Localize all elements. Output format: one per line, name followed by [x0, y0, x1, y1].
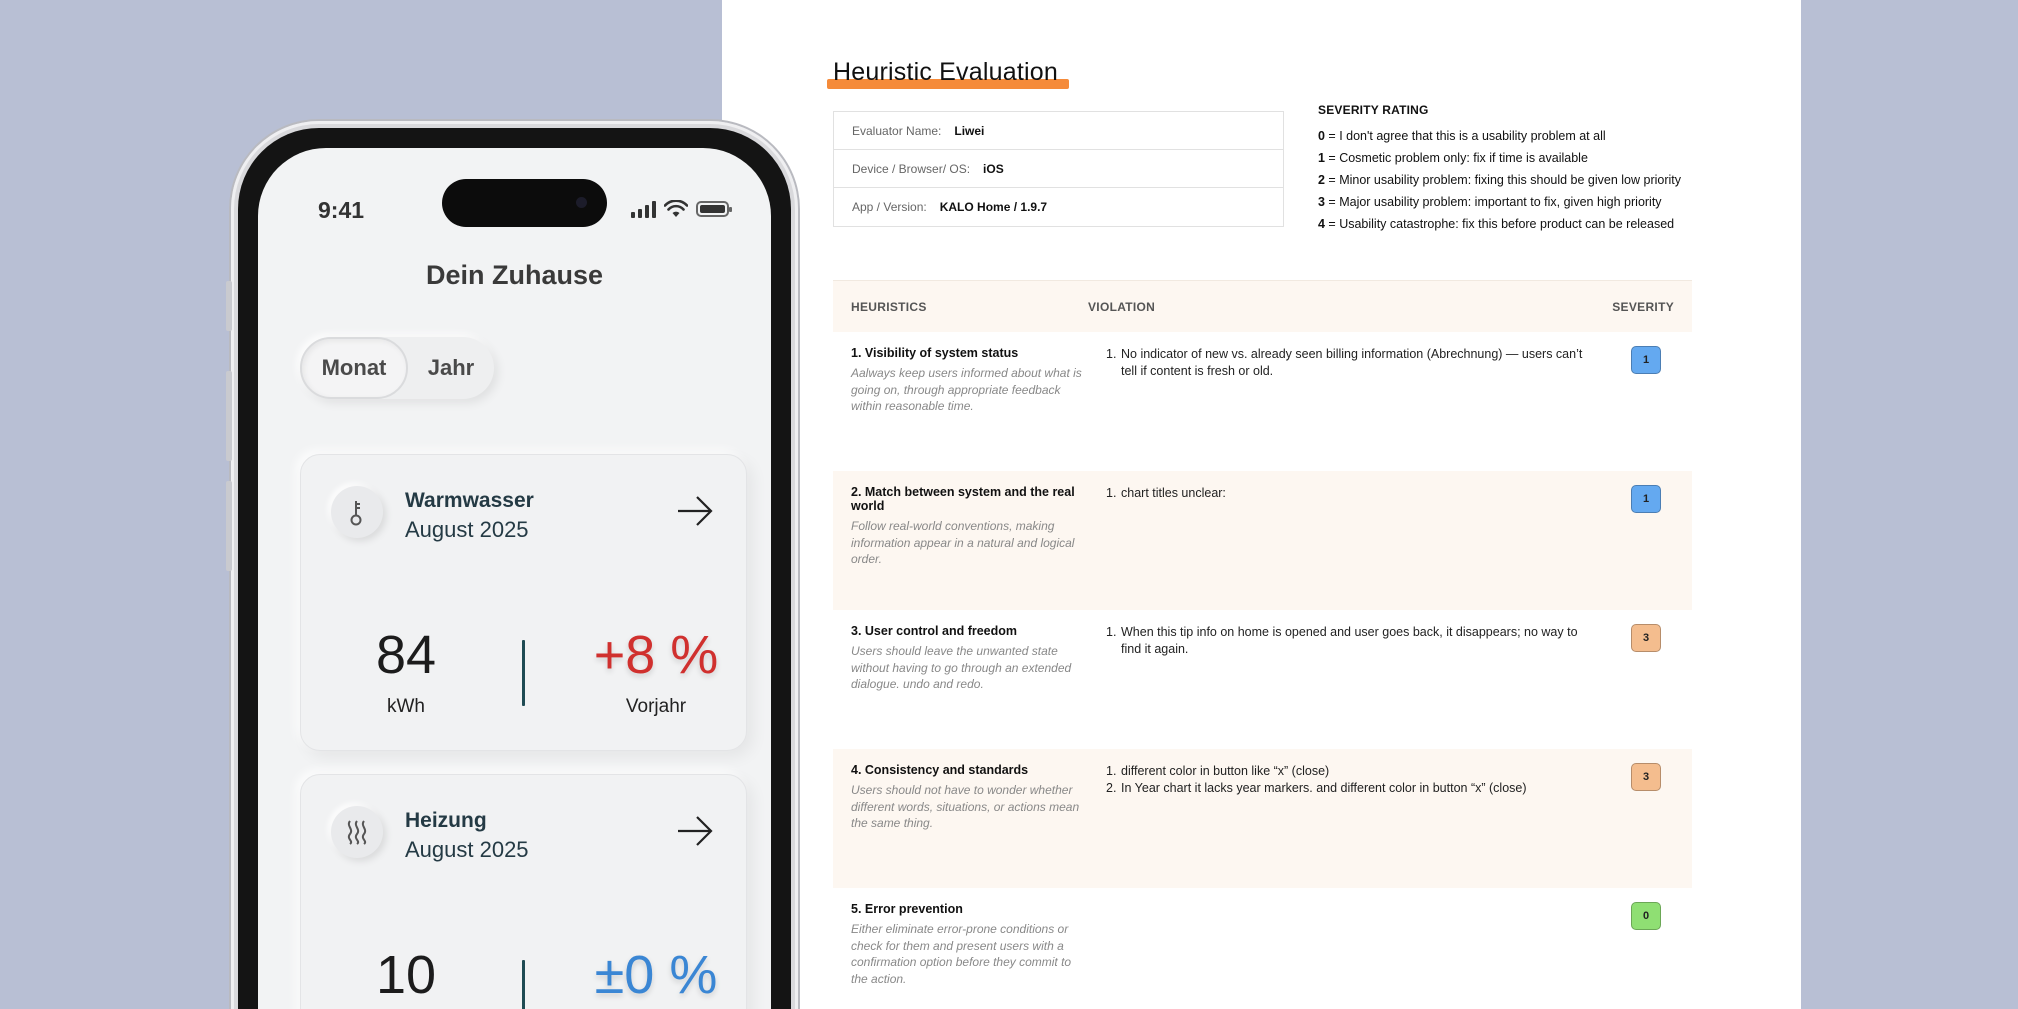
severity-badge: 0: [1631, 902, 1661, 930]
heuristic-title: 4. Consistency and standards: [851, 763, 1029, 777]
violation-item: 1. different color in button like “x” (close): [1106, 764, 1330, 778]
card-divider: [522, 960, 525, 1009]
arrow-right-icon[interactable]: [676, 815, 714, 847]
heuristic-cell: [851, 624, 1087, 693]
column-header-violation: VIOLATION: [1088, 299, 1156, 314]
cellular-signal-icon: [631, 201, 656, 218]
wifi-icon: [664, 200, 688, 218]
heuristic-evaluation-document: [722, 0, 1801, 1009]
severity-level-1: 1 = Cosmetic problem only: fix if time is available: [1318, 151, 1588, 165]
change-percentage: +8 %: [593, 625, 719, 685]
severity-badge: 1: [1631, 485, 1661, 513]
heuristic-cell: [851, 346, 1087, 415]
card-period: August 2025: [405, 837, 529, 862]
period-segmented-control: [300, 337, 494, 399]
heuristic-description: Follow real-world conventions, making information appear in a natural and logical order.: [851, 519, 1075, 566]
consumption-value: 84: [375, 625, 437, 685]
heuristic-title: 2. Match between system and the real world: [851, 485, 1075, 513]
screen-title: Dein Zuhause: [425, 260, 604, 290]
card-warmwasser[interactable]: [300, 454, 747, 751]
phone-bezel: [238, 128, 791, 1009]
table-row: [833, 332, 1692, 471]
arrow-right-icon[interactable]: [676, 495, 714, 527]
card-title: Heizung: [405, 809, 487, 832]
severity-badge: 3: [1631, 763, 1661, 791]
heuristics-table: [833, 280, 1692, 1009]
card-heizung[interactable]: [300, 774, 747, 1009]
column-header-severity: SEVERITY: [1612, 299, 1674, 314]
heuristic-description: Users should not have to wonder whether different words, situations, or actions mean the same thing.: [851, 783, 1080, 830]
heuristic-cell: [851, 485, 1087, 568]
heuristic-title: 3. User control and freedom: [851, 624, 1018, 638]
evaluator-info-box: [833, 111, 1284, 227]
severity-level-2: 2 = Minor usability problem: fixing this should be given low priority: [1318, 173, 1682, 187]
info-row-evaluator: [834, 112, 1283, 150]
card-divider: [522, 640, 525, 706]
violation-item: 2. In Year chart it lacks year markers. and different color in button “x” (close): [1106, 781, 1527, 795]
heuristic-cell: [851, 763, 1087, 832]
heuristic-title: 5. Error prevention: [851, 902, 963, 916]
severity-rating-title: SEVERITY RATING: [1318, 103, 1429, 117]
card-title: Warmwasser: [405, 489, 534, 512]
info-row-app-version: [834, 188, 1283, 226]
info-label: Device / Browser/ OS:: [852, 161, 971, 176]
heat-waves-icon: [331, 806, 383, 858]
heuristic-cell: [851, 902, 1087, 987]
segment-year[interactable]: Jahr: [427, 355, 475, 380]
info-value: iOS: [983, 161, 1004, 176]
violation-item: 1. No indicator of new vs. already seen billing information (Abrechnung) — users can’t tell if content is fresh or old.: [1106, 347, 1583, 378]
info-value: KALO Home / 1.9.7: [939, 200, 1048, 214]
column-header-heuristics: HEURISTICS: [851, 299, 927, 314]
violation-cell: [1106, 763, 1586, 797]
table-row: [833, 471, 1692, 610]
info-row-device: [834, 150, 1283, 188]
info-value: Liwei: [954, 123, 985, 138]
dynamic-island: [442, 179, 607, 227]
phone-side-button: [226, 281, 232, 331]
card-period: August 2025: [405, 517, 529, 542]
status-bar-time: 9:41: [318, 197, 365, 223]
table-body: [833, 332, 1692, 1009]
severity-badge: 3: [1631, 624, 1661, 652]
phone-volume-up-button: [226, 371, 232, 461]
camera-icon: [576, 197, 587, 208]
change-label: Vorjahr: [625, 696, 687, 717]
status-bar-icons: [631, 200, 729, 218]
change-percentage: ±0 %: [594, 945, 718, 1005]
document-title: Heuristic Evaluation: [833, 58, 1058, 86]
consumption-unit: kWh: [387, 696, 425, 717]
heuristic-title: 1. Visibility of system status: [851, 346, 1019, 360]
violation-item: 1. When this tip info on home is opened and user goes back, it disappears; no way to find it again.: [1106, 625, 1578, 656]
consumption-value: 10: [375, 945, 437, 1005]
violation-item: 1. chart titles unclear:: [1106, 486, 1226, 500]
table-row: [833, 888, 1692, 1009]
severity-level-4: 4 = Usability catastrophe: fix this before product can be released: [1318, 217, 1675, 231]
phone-mockup: [231, 121, 798, 1009]
violation-cell: [1106, 346, 1586, 380]
thermometer-icon: [331, 486, 383, 538]
phone-screen: [258, 148, 771, 1009]
table-row: [833, 749, 1692, 888]
severity-badge: 1: [1631, 346, 1661, 374]
severity-level-0: 0 = I don't agree that this is a usability problem at all: [1318, 129, 1606, 143]
heuristic-description: Users should leave the unwanted state without having to go through an extended dialogue. undo and redo.: [851, 644, 1072, 691]
phone-volume-down-button: [226, 481, 232, 571]
table-row: [833, 610, 1692, 749]
info-label: Evaluator Name:: [852, 123, 942, 138]
table-header: [833, 280, 1692, 332]
heuristic-description: Either eliminate error-prone conditions or check for them and present users with a confirmation option before they commit to the action.: [851, 922, 1072, 986]
violation-cell: [1106, 624, 1586, 658]
info-label: App / Version:: [852, 200, 927, 214]
battery-icon: [696, 201, 729, 217]
segment-month[interactable]: Monat: [300, 337, 408, 399]
severity-level-3: 3 = Major usability problem: important to fix, given high priority: [1318, 195, 1662, 209]
violation-cell: [1106, 485, 1586, 502]
heuristic-description: Aalways keep users informed about what is going on, through appropriate feedback within reasonable time.: [851, 366, 1082, 413]
severity-rating-legend: [1318, 103, 1738, 235]
